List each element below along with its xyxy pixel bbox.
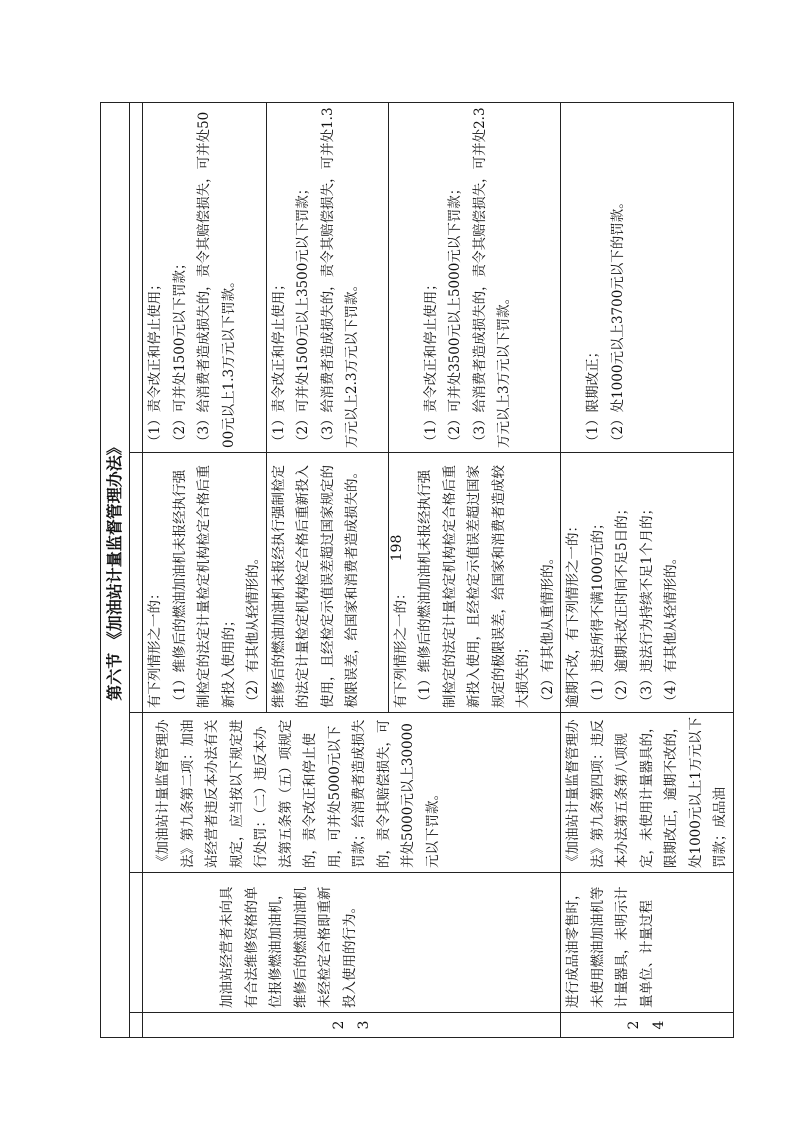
circumstance-line: （1）维修后的燃油加油机未报经执行强制检定的法定计量检定机构检定合格后重新投入使用，且经检定示值误差超过国家规定的极限误差，给国家和消费者造成较大损失的； bbox=[417, 465, 531, 708]
penalty-cell bbox=[266, 103, 388, 453]
circumstance-line: （4）有其他从轻情形的。 bbox=[663, 550, 679, 708]
penalty-line: （2）处1000元以上3700元以下的罚款。 bbox=[609, 195, 626, 448]
penalty-line: （2）可并处1500元以下罚款； bbox=[171, 256, 188, 448]
circumstance-line: （2）有其他从重情形的。 bbox=[539, 550, 556, 708]
circumstance-line: （1）违法所得不满1000元的； bbox=[589, 516, 606, 708]
section-title: 第六节 《加油站计量监督管理办法》 bbox=[101, 103, 130, 1038]
legal-basis-cell bbox=[561, 713, 734, 873]
table-cell bbox=[130, 873, 143, 1013]
penalty-line: （1）责令改正和停止使用； bbox=[422, 277, 439, 448]
circumstance-cell bbox=[266, 453, 388, 713]
rotated-page bbox=[100, 103, 773, 1038]
penalty-cell bbox=[143, 103, 267, 453]
illegal-behavior-cell bbox=[561, 873, 734, 1013]
penalty-table bbox=[100, 102, 734, 1038]
table-cell bbox=[130, 713, 143, 873]
circumstance-line: 维修后的燃油加油机未报经执行强制检定的法定计量检定机构检定合格后重新投入使用，且经检定示值误差超过国家规定的极限误差，给国家和消费者造成损失的。 bbox=[270, 465, 360, 708]
page-number: 198 bbox=[389, 534, 405, 562]
legal-basis-cell bbox=[143, 713, 561, 873]
circumstance-line: （2）逾期未改正时间不足5日的； bbox=[614, 501, 630, 708]
circumstance-line: 有下列情形之一的： bbox=[392, 586, 409, 708]
illegal-behavior-cell bbox=[143, 873, 561, 1013]
penalty-cell bbox=[388, 103, 561, 453]
table-cell bbox=[130, 1013, 143, 1038]
penalty-line: （3）给消费者造成损失的，责令其赔偿损失，可并处5000元以上1.3万元以下罚款。 bbox=[196, 111, 237, 448]
circumstance-line: 有下列情形之一的： bbox=[147, 586, 163, 708]
illegal-behavior-text: 加油站经营者未向具有合法维修资格的单位报修燃油加油机，维修后的燃油加油机未经检定合格即重新投入使用的行为。 bbox=[219, 886, 358, 1008]
penalty-line: （1）责令改正和停止使用； bbox=[147, 277, 163, 448]
circumstance-line: 逾期不改，有下列情形之一的： bbox=[565, 519, 581, 708]
penalty-cell bbox=[561, 103, 734, 453]
circumstance-line: （1）维修后的燃油加油机未报经执行强制检定的法定计量检定机构检定合格后重新投入使用的； bbox=[171, 465, 237, 708]
penalty-line: （1）限期改正； bbox=[585, 344, 601, 448]
table-cell bbox=[130, 453, 143, 713]
circumstance-cell bbox=[143, 453, 267, 713]
penalty-line: （2）可并处3500元以上5000元以下罚款； bbox=[447, 181, 463, 448]
circumstance-cell bbox=[388, 453, 561, 713]
legal-basis-text: 《加油站计量监督管理办法》第九条第二项：加油站经营者违反本办法有关规定，应当按以下规定进行处罚：（二）违反本办法第五条第（五）项规定的，责令改正和停止使用，可并处5000元以下罚款；给消费者造成损失的，责令其赔偿损失，可并处5000元以上30000元以下罚款。 bbox=[155, 719, 441, 868]
penalty-line: （2）可并处1500元以上3500元以下罚款； bbox=[295, 181, 311, 448]
circumstance-line: （3）违法行为持续不足1个月的； bbox=[638, 501, 655, 708]
penalty-line: （3）给消费者造成损失的，责令其赔偿损失，可并处1.3万元以上2.3万元以下罚款。 bbox=[319, 107, 360, 448]
row-number: 24 bbox=[561, 1013, 734, 1038]
penalty-line: （1）责令改正和停止使用； bbox=[270, 277, 287, 448]
circumstance-cell bbox=[561, 453, 734, 713]
illegal-behavior-text: 进行成品油零售时，未使用燃油加油机等计量器具，未明示计量单位、计量过程 bbox=[565, 886, 655, 1008]
legal-basis-text: 《加油站计量监督管理办法》第九条第四项：违反本办法第五条第八项规定，未使用计量器具的，限期改正，逾期不改的，处1000元以上1万元以下罚款；成品油 bbox=[565, 717, 728, 868]
row-number: 23 bbox=[143, 1013, 561, 1038]
penalty-line: （3）给消费者造成损失的，责令其赔偿损失，可并处2.3万元以上3万元以下罚款。 bbox=[471, 107, 512, 448]
table-cell bbox=[130, 103, 143, 453]
circumstance-line: （2）有其他从轻情形的。 bbox=[245, 550, 261, 708]
